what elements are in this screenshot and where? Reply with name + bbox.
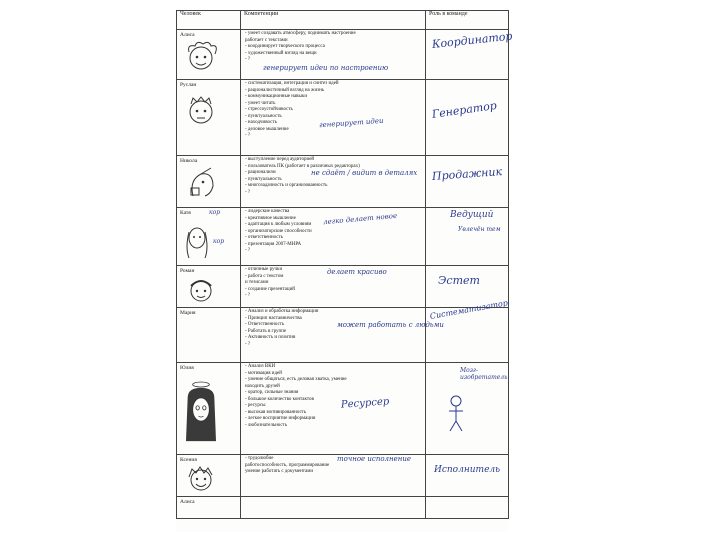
person-cell [177,266,241,308]
competencies-cell [241,266,426,308]
handwritten-note: легко делает новое [322,211,398,227]
person-cell [177,308,241,363]
competency-item: - мотивация идей [245,370,282,376]
competency-item: - презентация 2007-МНРА [245,241,302,247]
header-name: Человек [177,11,241,30]
face-drawing-icon [183,166,223,202]
role-cell [426,363,509,455]
competency-item: - ответственность [245,235,283,240]
face-drawing-icon [183,94,223,130]
competency-item: - ? [245,57,251,62]
handwritten-role: Систематизатор [429,298,509,321]
handwritten-note: не сдаёт / видит в деталях [311,169,418,177]
face-drawing-icon [183,40,223,76]
competency-item: - координирует творческого процесса [245,44,325,49]
role-cell [426,156,509,208]
face-drawing-icon [183,220,213,260]
handwritten-note: точное исполнение [337,455,412,463]
team-roles-table [176,10,514,519]
table-row [177,363,509,455]
face-drawing-icon [183,463,223,495]
person-cell [177,156,241,208]
stick-figure-icon [446,393,466,433]
competency-item: - систематизация, интеграция и синтез идей [245,81,339,86]
competency-item: - рационалистичный взгляд на жизнь [245,87,325,93]
competencies-cell [241,156,426,208]
margin-note: кор [209,209,221,216]
competency-item: - умеет читать [245,100,276,106]
competency-item: работает с текстами [245,37,288,43]
competency-item: - Активность и позитив [245,335,296,340]
competency-item: находить друзей [245,383,280,389]
table-row [177,80,509,156]
competencies-cell [241,80,426,156]
competency-item: - Принцип наставничества [245,315,302,321]
person-name: Руслан [180,82,197,88]
handwritten-note: Ресурсер [340,396,390,411]
competency-item: - многозадачность и организованность [245,183,328,188]
competency-item: - легкое восприятие информации [245,416,316,421]
competency-item: - оратор, сильные знания [245,390,299,395]
competency-item: - большое количество контактов [245,396,314,402]
competency-item: работоспособность, программирование [245,462,330,468]
person-cell [177,208,241,266]
margin-note: кор [213,238,225,245]
person-cell [177,80,241,156]
header-role: Роль в команде [426,11,509,30]
scanned-sheet [176,10,514,532]
person-name: Алиса [180,499,195,505]
competency-item: - отличные ручки [245,267,283,272]
table-row [177,208,509,266]
handwritten-note: генерирует идеи по настроению [263,64,389,72]
competency-item: - ? [245,248,251,253]
person-cell [177,30,241,80]
competency-item: - создание презентаций [245,286,295,292]
face-drawing-icon [181,373,221,451]
competency-item: - организаторские способности [245,228,312,234]
competency-item: - работа с текстом [245,273,284,279]
person-name: Роман [180,268,195,274]
person-cell [177,455,241,497]
face-drawing-icon [183,274,223,306]
role-cell [426,497,509,519]
competency-item: - выступление перед аудиторией [245,157,315,162]
competency-item: - высокая мотивированность [245,409,307,415]
handwritten-role: Генератор [431,98,498,121]
table-row [177,455,509,497]
role-cell [426,208,509,266]
competency-item: - рационализм [245,170,276,175]
competency-item: - художественный взгляд на вещи [245,50,317,56]
role-cell [426,29,514,80]
competency-item: - пунктуальность [245,176,282,182]
competency-item: - умение общаться, есть деловая хватка, умение [245,377,347,382]
role-cell [426,455,509,497]
competencies-cell [241,455,426,497]
competency-item: - ? [245,189,251,195]
person-cell [177,497,241,519]
competencies-cell [241,208,426,266]
competency-item: - ресурсы [245,403,266,408]
handwritten-role: Мозг-изобретатель [460,367,508,381]
competency-item: - ? [245,293,251,298]
person-name: Алиса [180,32,195,38]
person-name: Юлия [180,365,194,371]
table-row [177,156,509,208]
handwritten-note: может работать с людьми [337,321,444,329]
role-cell [426,80,509,156]
margin-note: Увлечён тем [458,226,501,233]
competencies-cell [241,363,426,455]
competency-item: - ? [245,341,251,347]
competency-item: - Ответственность [245,322,285,327]
handwritten-note: генерирует идеи [318,116,384,130]
competency-item: умение работать с документами [245,469,314,474]
competency-item: - коммуникационные навыки [245,94,307,99]
competency-item: - находчивость [245,120,277,125]
handwritten-note: делает красиво [327,268,387,276]
competencies-cell [241,497,426,519]
handwritten-role: Исполнитель [434,465,501,475]
table-row [177,30,509,80]
role-cell [426,298,509,363]
competency-item: - ? [245,133,251,138]
handwritten-role: Ведущий [450,210,494,220]
competency-item: - трудолюбие [245,456,274,461]
table-row [177,308,509,363]
person-cell [177,363,241,455]
competency-item: - Анализ ВКИ [245,364,276,369]
handwritten-role: Эстет [438,274,480,287]
person-name: Ксения [180,457,197,463]
competency-item: - деловое мышление [245,126,289,132]
person-name: Мария [180,310,196,316]
person-name: Катя [180,210,191,216]
header-competencies: Компетенции [241,11,426,30]
competency-item: - пунктуальность [245,113,282,119]
handwritten-role: Продажник [431,165,503,183]
handwritten-role: Координатор [431,29,514,51]
table-header-row [177,11,509,30]
competency-item: - Работать в группе [245,328,287,334]
competency-item: - Анализ и обработка информации [245,309,319,314]
competency-item: - пользователь ПК (работает в различных редакторах) [245,163,360,169]
competency-item: - адаптация к любым условиям [245,222,312,227]
competency-item: - любознательность [245,422,288,428]
competencies-cell [241,30,426,80]
competency-item: - стрессоустойчивость [245,107,293,112]
competency-item: и тезисами [245,280,269,285]
table-row [177,497,509,519]
competency-item: - лидерские качества [245,209,290,214]
table-row [177,266,509,308]
competency-item: - умеет создавать атмосферу, поднимать настроение [245,31,356,36]
competency-item: - креативное мышление [245,215,296,221]
competencies-cell [241,308,444,363]
person-name: Никола [180,158,198,164]
